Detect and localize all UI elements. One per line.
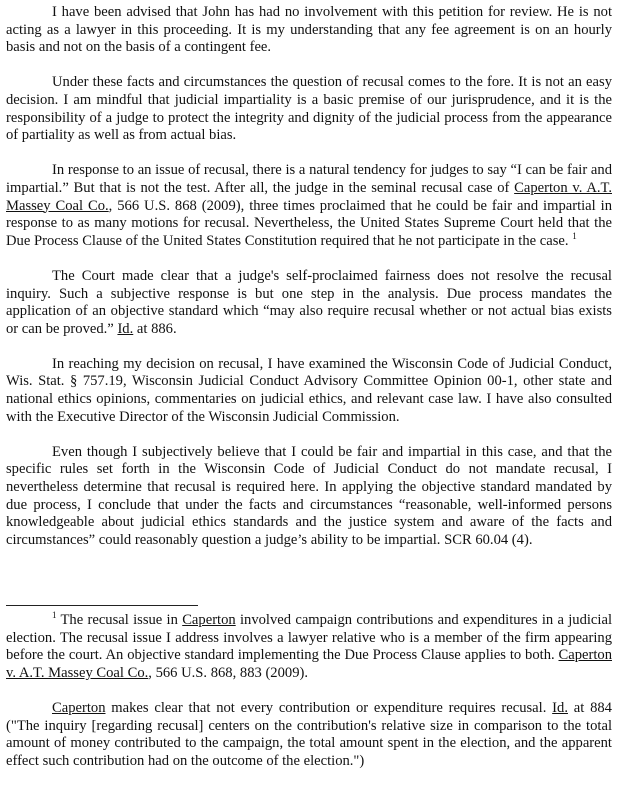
text: In response to an issue of recusal, there is a natural tendency for judges to say “I can be fair and impartial.” But that is not the test. After all, the judge in the seminal recusal case of — [6, 162, 612, 196]
document-body — [6, 4, 612, 549]
case-citation-caperton: Caperton — [52, 699, 106, 716]
paragraph-caperton — [6, 162, 612, 250]
footnote-marker-1: 1 — [52, 610, 57, 620]
id-citation: Id. — [117, 320, 134, 337]
text: The Court made clear that a judge's self-proclaimed fairness does not resolve the recusal inquiry. Such a subjective response is but one step in the analysis. Due process mandates the application of an objective standard which “may also require recusal whether or not actual bias exists or can be proved.” — [6, 267, 612, 337]
footnote-1-continuation — [6, 700, 612, 770]
case-citation-caperton: Caperton — [182, 612, 236, 628]
footnote-ref-1[interactable]: 1 — [572, 230, 577, 241]
text: , 566 U.S. 868, 883 (2009). — [148, 664, 309, 681]
text: at 884 ("The inquiry [regarding recusal] centers on the contribution's relative size in comparison to the total amount of money contributed to the campaign, the total amount spent in the election, and the apparent effect such contribution had on the outcome of the election.") — [6, 699, 612, 769]
text: at 886. — [133, 320, 177, 337]
footnotes-section — [6, 605, 612, 770]
footnote-separator — [6, 605, 198, 606]
id-citation: Id. — [552, 699, 568, 716]
paragraph-john-involvement: I have been advised that John has had no involvement with this petition for review. He is not acting as a lawyer in this proceeding. It is my understanding that any fee agreement is on an hourly basis and not on the basis of a contingent fee. — [6, 4, 612, 56]
text: makes clear that not every contribution or expenditure requires recusal. — [105, 699, 553, 716]
footnote-1 — [6, 612, 612, 682]
paragraph-recusal-question: Under these facts and circumstances the question of recusal comes to the fore. It is not an easy decision. I am mindful that judicial impartiality is a basic premise of our jurisprudence, and it is the responsibility of a judge to protect the integrity and dignity of the judicial process from the appearance of partiality as well as from actual bias. — [6, 74, 612, 144]
text: involved campaign contributions and expenditures in a judicial election. The recusal issue I address involves a lawyer relative who is a member of the firm appearing before the court. An objective standard implementing the Due Process Clause applies to both. — [6, 612, 612, 664]
paragraph-decision: Even though I subjectively believe that I could be fair and impartial in this case, and that the specific rules set forth in the Wisconsin Code of Judicial Conduct do not mandate recusal, I nevertheless determine that recusal is required here. In applying the objective standard mandated by due process, I conclude that under the facts and circumstances “reasonable, well-informed persons knowledgeable about judicial ethics standards and the justice system and aware of the facts and circumstances” could reasonably question a judge’s ability to be impartial. SCR 60.04 (4). — [6, 443, 612, 548]
text: , 566 U.S. 868 (2009), three times proclaimed that he could be fair and impartial in response to as many motions for recusal. Nevertheless, the United States Supreme Court held that the Due Process Clause of the United States Constitution required that he not participate in the case. — [6, 197, 612, 249]
case-citation-caperton: Caperton v. A.T. Massey Coal Co. — [6, 179, 612, 214]
paragraph-sources-examined: In reaching my decision on recusal, I have examined the Wisconsin Code of Judicial Conduct, Wis. Stat. § 757.19, Wisconsin Judicial Conduct Advisory Committee Opinion 00-1, other state and national ethics opinions, commentaries on judicial ethics, and relevant case law. I have also consulted with the Executive Director of the Wisconsin Judicial Commission. — [6, 355, 612, 425]
case-citation-caperton-full: Caperton v. A.T. Massey Coal Co. — [6, 647, 612, 681]
text: The recusal issue in — [56, 612, 183, 628]
paragraph-objective-standard — [6, 268, 612, 338]
